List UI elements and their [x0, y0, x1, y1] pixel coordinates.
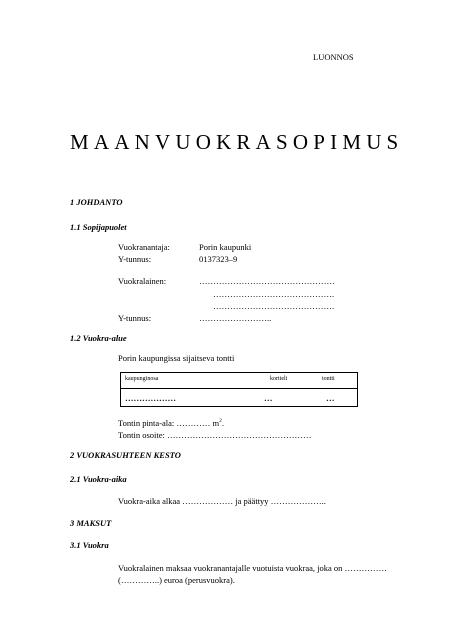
lessor-label: Vuokranantaja:: [118, 242, 170, 252]
plot-area-end: .: [221, 418, 225, 428]
term-text: Vuokra-aika alkaa ……………… ja päättyy ………………..: [118, 496, 326, 506]
ytunnus-label: Y-tunnus:: [118, 254, 152, 264]
plot-table-header-district: kaupunginosa: [125, 376, 159, 382]
plot-area-text: Tontin pinta-ala: ………… m: [118, 418, 220, 428]
area-intro: Porin kaupungissa sijaitseva tontti: [118, 353, 235, 363]
lessee-label: Vuokralainen:: [118, 276, 167, 286]
lessee-line-1: …………………………………………: [199, 276, 335, 286]
section-heading-2-1: 2.1 Vuokra-aika: [70, 474, 127, 484]
document-title: MAANVUOKRASOPIMUS: [70, 130, 404, 154]
section-heading-3: 3 MAKSUT: [70, 518, 112, 528]
ytunnus-value: 0137323–9: [199, 254, 238, 264]
plot-table-value-block: …: [264, 393, 273, 403]
rent-line-1: Vuokralainen maksaa vuokranantajalle vuotuista vuokraa, joka on ……………: [118, 563, 388, 573]
lessee-line-2: …………………………………….: [213, 289, 335, 299]
rent-line-2: (…………..) euroa (perusvuokra).: [118, 575, 235, 585]
section-heading-1-1: 1.1 Sopijapuolet: [70, 222, 127, 232]
plot-table-header-block: kortteli: [270, 376, 288, 382]
draft-label: LUONNOS: [313, 52, 354, 62]
plot-area-superscript: 2: [219, 418, 222, 425]
plot-address-line: Tontin osoite: ……………………………………………: [118, 430, 312, 440]
section-heading-1-2: 1.2 Vuokra-alue: [70, 333, 127, 343]
plot-table-value-district: ………………: [125, 393, 176, 403]
plot-table-header-plot: tontti: [322, 376, 335, 382]
lessee-line-3: …………………………………….: [213, 301, 335, 311]
plot-area-line: [118, 418, 224, 428]
section-heading-3-1: 3.1 Vuokra: [70, 540, 109, 550]
plot-table-value-plot: …: [326, 393, 335, 403]
section-heading-1: 1 JOHDANTO: [70, 197, 123, 207]
lessor-value: Porin kaupunki: [199, 242, 252, 252]
plot-table: [120, 372, 358, 407]
lessee-ytunnus-value: ……………………..: [199, 313, 272, 323]
plot-table-divider: [121, 388, 357, 389]
lessee-ytunnus-label: Y-tunnus:: [118, 313, 152, 323]
section-heading-2: 2 VUOKRASUHTEEN KESTO: [70, 450, 181, 460]
